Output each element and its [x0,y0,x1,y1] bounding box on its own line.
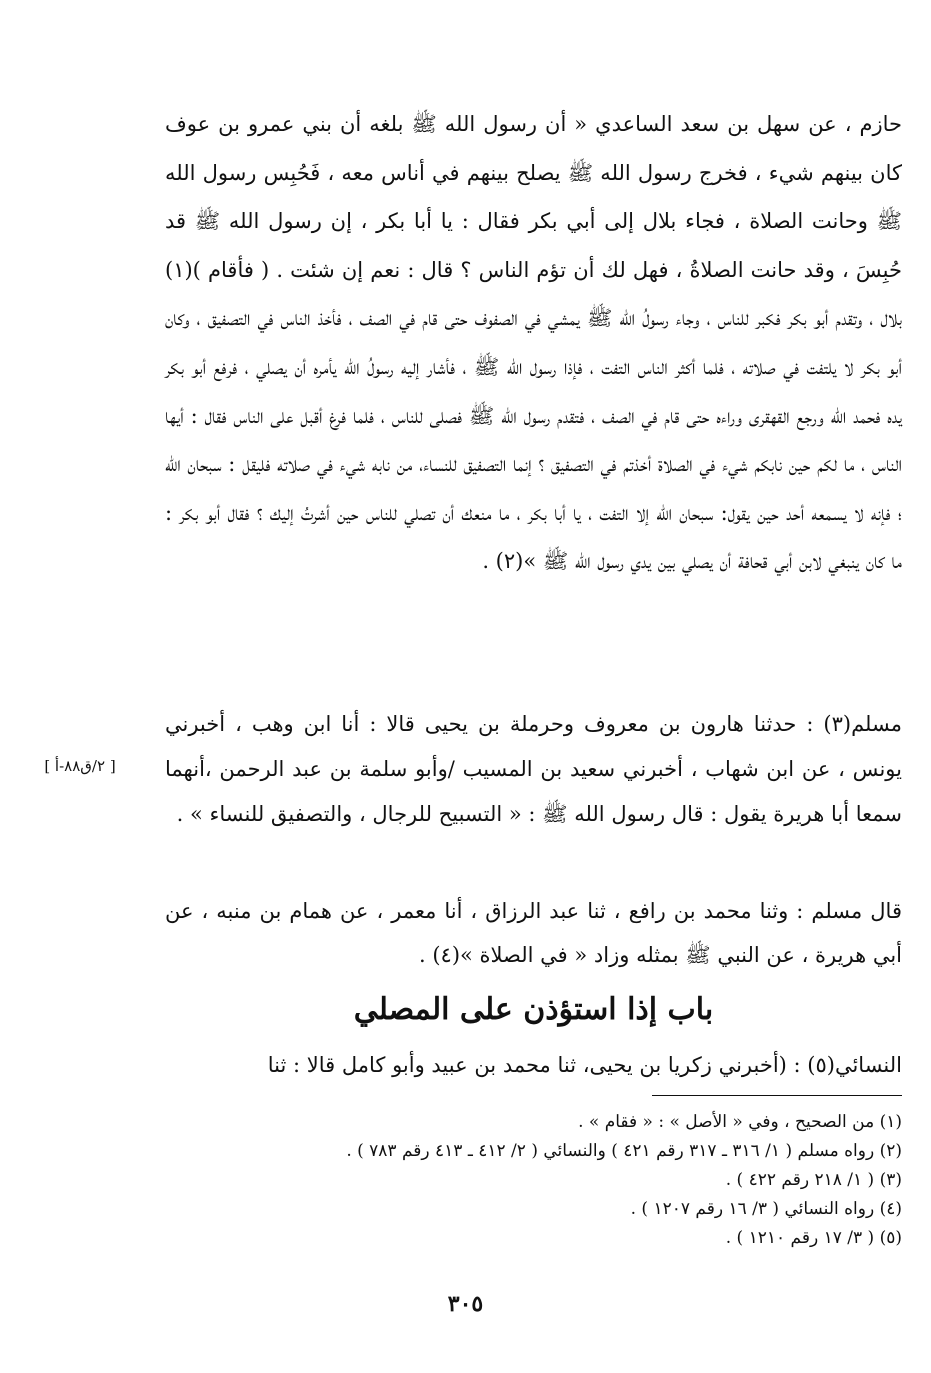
manuscript-folio-reference: [ ٢/ق٨٨-أ ] [44,757,116,775]
hadith-paragraph-2: مسلم(٣) : حدثنا هارون بن معروف وحرملة بن يحيى قالا : أنا ابن وهب ، أخبرني يونس ، عن ابن شهاب ، أخبرني سعيد بن المسيب /وأبو سلمة بن عبد الرحمن ،أنهما سمعا أبا هريرة يقول : قال رسول الله ﷺ : « التسبيح للرجال ، والتصفيق للنساء » . [165,712,902,826]
hadith-paragraph-4: النسائي(٥) : (أخبرني زكريا بن يحيى، ثنا محمد بن عبيد وأبو كامل قالا : ثنا [267,1053,902,1077]
footnote-separator [652,1095,902,1096]
chapter-heading: باب إذا استؤذن على المصلي [353,992,714,1027]
page-number: ٣٠٥ [447,1291,484,1317]
footnote-2: (٢) رواه مسلم ( ١/ ٣١٦ ـ ٣١٧ رقم ٤٢١ ) والنسائي ( ٢/ ٤١٢ ـ ٤١٣ رقم ٧٨٣ ) . [346,1141,902,1161]
hadith-paragraph-1: حازم ، عن سهل بن سعد الساعدي « أن رسول الله ﷺ بلغه أن بني عمرو بن عوف كان بينهم شيء ، فخرج رسول الله ﷺ يصلح بينهم في أناس معه ، فَحُبِس رسول الله ﷺ وحانت الصلاة ، فجاء بلال إلى أبي بكر فقال : يا أبا بكر ، إن رسول الله ﷺ قد حُبِسَ ، وقد حانت الصلاةُ ، فهل لك أن تؤم الناس ؟ قال : نعم إن شئت . ( فأقام )(١) بلال ، وتقدم أبو بكر فكبر للناس ، وجاء رسولُ الله ﷺ يمشي في الصفوف حتى قام في الصف ، فأخذ الناس في التصفيق ، وكان أبو بكر لا يلتفت في صلاته ، فلما أكثر الناس التفت ، فإذا رسول الله ﷺ ، فأشار إليه رسولُ الله يأمره أن يصلي ، فرفع أبو بكر يده فحمد الله ورجع القهقرى وراءه حتى قام في الصف ، فتقدم رسول الله ﷺ فصلى للناس ، فلما فرغ أقبل على الناس فقال : أيها الناس ، ما لكم حين نابكم شيء في الصلاة أخذتم في التصفيق ؟ إنما التصفيق للنساء، من نابه شيء في صلاته فليقل : سبحان الله ؛ فإنه لا يسمعه أحد حين يقول: سبحان الله إلا التفت ، يا أبا بكر ، ما منعك أن تصلي للناس حين أشرتُ إليك ؟ فقال أبو بكر : ما كان ينبغي لابن أبي قحافة أن يصلي بين يدي رسول الله ﷺ »(٢) . [165,112,902,574]
footnote-3: (٣) ( ١/ ٢١٨ رقم ٤٢٢ ) . [725,1170,902,1190]
footnotes [165,1108,902,1253]
footnote-4: (٤) رواه النسائي ( ٣/ ١٦ رقم ١٢٠٧ ) . [630,1199,902,1219]
footnote-1: (١) من الصحيح ، وفي « الأصل » : « فقام » . [578,1112,902,1132]
footnote-5: (٥) ( ٣/ ١٧ رقم ١٢١٠ ) . [725,1228,902,1248]
hadith-paragraph-3: قال مسلم : وثنا محمد بن رافع ، ثنا عبد الرزاق ، أنا معمر ، عن همام بن منبه ، عن أبي هريرة ، عن النبي ﷺ بمثله وزاد « في الصلاة »(٤) . [165,899,902,967]
